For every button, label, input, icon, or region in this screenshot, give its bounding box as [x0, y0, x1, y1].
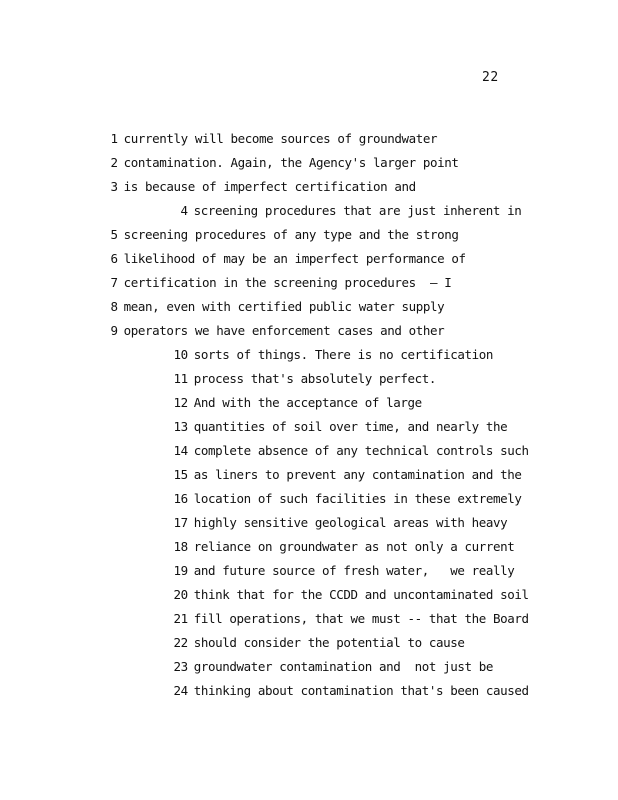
- line-text: screening procedures that are just inherent in: [193, 203, 522, 218]
- line-text: currently will become sources of groundwater: [123, 131, 438, 146]
- line-text: operators we have enforcement cases and other: [123, 323, 445, 338]
- line-text: think that for the CCDD and uncontaminated soil: [193, 587, 529, 602]
- line-text: groundwater contamination and not just be: [193, 659, 494, 674]
- line-text: mean, even with certified public water supply: [123, 299, 445, 314]
- line-number: 7: [110, 275, 118, 290]
- line-number: 20: [173, 587, 188, 602]
- line-text: sorts of things. There is no certification: [193, 347, 494, 362]
- line-text: complete absence of any technical controls such: [193, 443, 529, 458]
- line-text: thinking about contamination that's been caused: [193, 683, 529, 698]
- line-number: 21: [173, 611, 188, 626]
- line-number: 10: [173, 347, 188, 362]
- line-text: should consider the potential to cause: [193, 635, 465, 650]
- line-number: 18: [173, 539, 188, 554]
- line-number: 9: [110, 323, 118, 338]
- line-text: fill operations, that we must -- that the Board: [193, 611, 529, 626]
- line-text: and future source of fresh water, we really: [193, 563, 515, 578]
- line-text: highly sensitive geological areas with heavy: [193, 515, 508, 530]
- line-text: quantities of soil over time, and nearly the: [193, 419, 508, 434]
- line-text: screening procedures of any type and the strong: [123, 227, 459, 242]
- line-number: 24: [173, 683, 188, 698]
- transcript-line: [145, 670, 529, 712]
- line-number: 4: [180, 203, 188, 218]
- line-number: 6: [110, 251, 118, 266]
- line-number: 14: [173, 443, 188, 458]
- line-number: 12: [173, 395, 188, 410]
- line-text: location of such facilities in these extremely: [193, 491, 522, 506]
- line-number: 2: [110, 155, 118, 170]
- line-text: is because of imperfect certification and: [123, 179, 416, 194]
- line-number: 1: [110, 131, 118, 146]
- line-number: 23: [173, 659, 188, 674]
- line-number: 8: [110, 299, 118, 314]
- line-number: 17: [173, 515, 188, 530]
- line-text: reliance on groundwater as not only a current: [193, 539, 515, 554]
- line-text: certification in the screening procedures — I: [123, 275, 452, 290]
- line-text: And with the acceptance of large: [193, 395, 422, 410]
- line-number: 22: [173, 635, 188, 650]
- line-text: as liners to prevent any contamination and the: [193, 467, 522, 482]
- line-number: 3: [110, 179, 118, 194]
- line-text: contamination. Again, the Agency's larger point: [123, 155, 459, 170]
- line-text: likelihood of may be an imperfect performance of: [123, 251, 466, 266]
- page-number: 22: [482, 70, 499, 85]
- line-text: process that's absolutely perfect.: [193, 371, 437, 386]
- line-number: 15: [173, 467, 188, 482]
- line-number: 5: [110, 227, 118, 242]
- line-number: 13: [173, 419, 188, 434]
- line-number: 19: [173, 563, 188, 578]
- line-number: 16: [173, 491, 188, 506]
- line-number: 11: [173, 371, 188, 386]
